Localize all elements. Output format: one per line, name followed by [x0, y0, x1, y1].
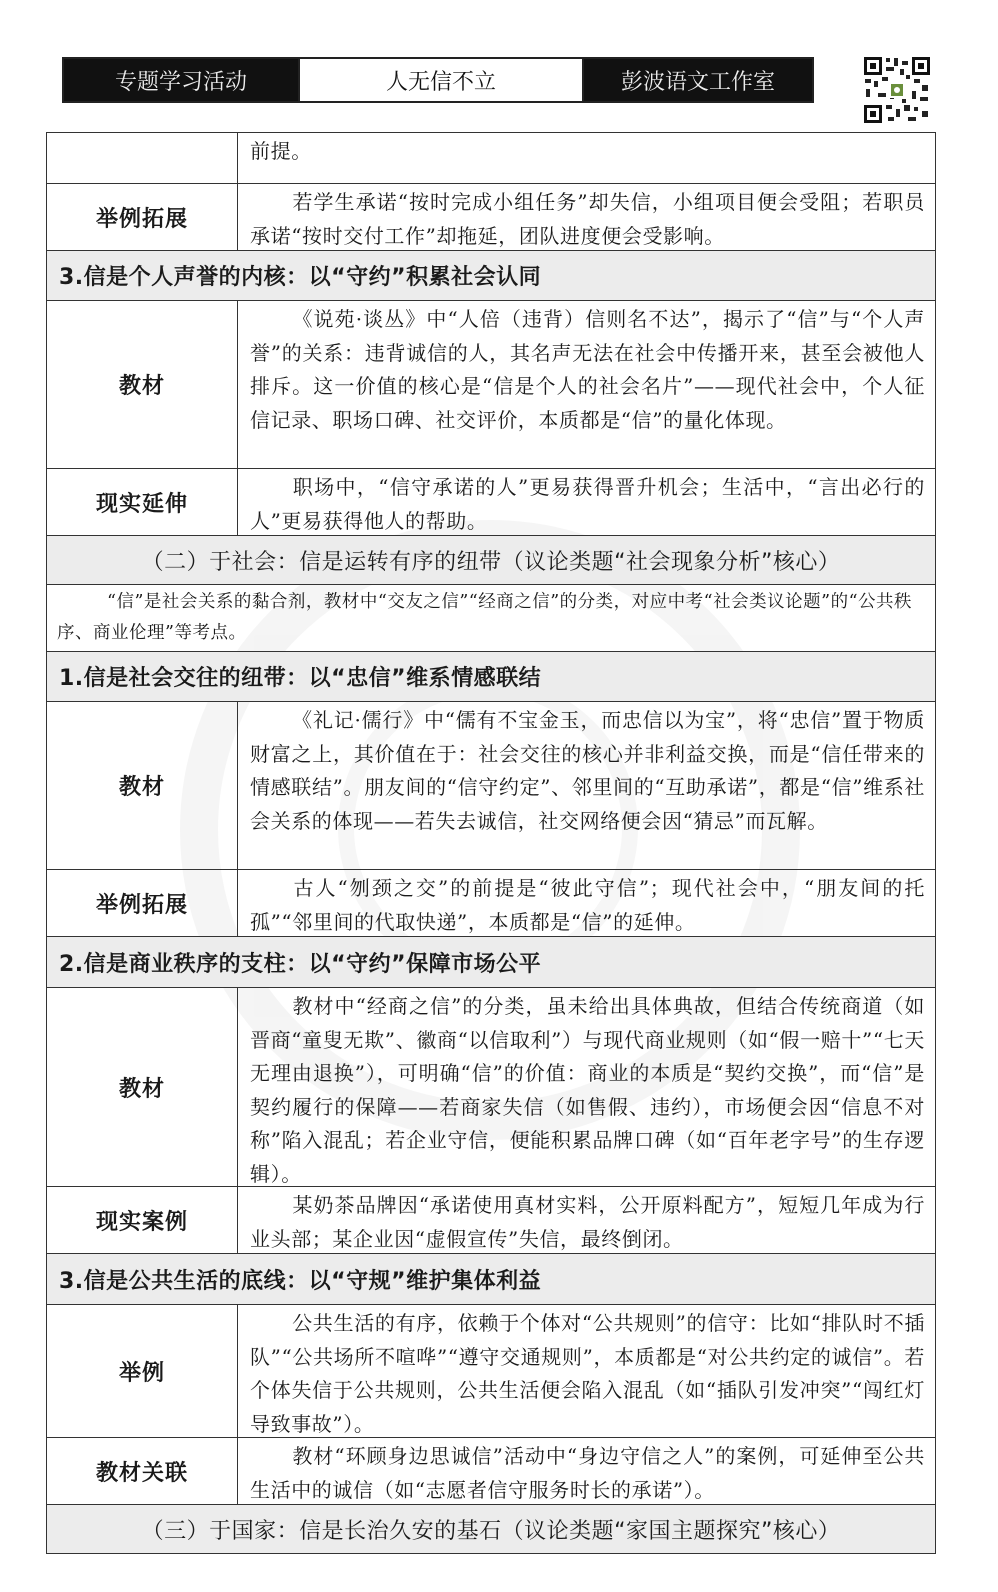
row-text-content: 教材中“经商之信”的分类，虽未给出具体典故，但结合传统商道（如晋商“童叟无欺”、徽商“以信取利”）与现代商业规则（如“假一赔十”“七天无理由退换”），可明确“信”的价值：商业的本质是“契约交换”，而“信”是契约履行的保障——若商家失信（如售假、违约），市场便会因“信息不对称”陷入混乱；若企业守信，便能积累品牌口碑（如“百年老字号”的生存逻辑）。	[250, 994, 925, 1186]
chapter-heading: （三）于国家：信是长治久安的基石（议论类题“家国主题探究”核心）	[46, 1505, 936, 1554]
intro-paragraph	[46, 585, 936, 652]
row-text	[238, 469, 935, 535]
header-activity: 专题学习活动	[64, 59, 298, 101]
row-label	[47, 133, 238, 183]
row-text	[238, 702, 935, 869]
row-text-content: 若学生承诺“按时完成小组任务”却失信，小组项目便会受阻；若职员承诺“按时交付工作”却拖延，团队进度便会受影响。	[250, 190, 925, 248]
section-heading: 2.信是商业秩序的支柱：以“守约”保障市场公平	[46, 937, 936, 988]
row-text-content: 公共生活的有序，依赖于个体对“公共规则”的信守：比如“排队时不插队”“公共场所不喧哗”“遵守交通规则”，本质都是“对公共约定的诚信”。若个体失信于公共规则，公共生活便会陷入混乱（如“插队引发冲突”“闯红灯导致事故”）。	[250, 1311, 925, 1436]
row-text	[238, 988, 935, 1186]
row-text	[238, 184, 935, 250]
section-heading: 3.信是公共生活的底线：以“守规”维护集体利益	[46, 1254, 936, 1305]
header-studio: 彭波语文工作室	[584, 59, 812, 101]
row-text-content: 职场中，“信守承诺的人”更易获得晋升机会；生活中，“言出必行的人”更易获得他人的帮助。	[250, 475, 925, 533]
row-text-content: 教材“环顾身边思诚信”活动中“身边守信之人”的案例，可延伸至公共生活中的诚信（如“志愿者信守服务时长的承诺”）。	[250, 1444, 925, 1502]
intro-text: “信”是社会关系的黏合剂，教材中“交友之信”“经商之信”的分类，对应中考“社会类议论题”的“公共秩序、商业伦理”等考点。	[57, 592, 913, 643]
content-table	[46, 132, 936, 1554]
row-label: 现实案例	[47, 1187, 238, 1253]
row-text	[238, 870, 935, 936]
table-row	[46, 1187, 936, 1254]
row-label: 现实延伸	[47, 469, 238, 535]
table-row	[46, 184, 936, 251]
section-heading: 3.信是个人声誉的内核：以“守约”积累社会认同	[46, 251, 936, 301]
row-label: 举例	[47, 1305, 238, 1437]
row-text-content: 《说苑·谈丛》中“人倍（违背）信则名不达”，揭示了“信”与“个人声誉”的关系：违背诚信的人，其名声无法在社会中传播开来，甚至会被他人排斥。这一价值的核心是“信是个人的社会名片”——现代社会中，个人征信记录、职场口碑、社交评价，本质都是“信”的量化体现。	[250, 307, 925, 432]
chapter-heading: （二）于社会：信是运转有序的纽带（议论类题“社会现象分析”核心）	[46, 536, 936, 585]
row-text-content: 古人“刎颈之交”的前提是“彼此守信”；现代社会中，“朋友间的托孤”“邻里间的代取快递”，本质都是“信”的延伸。	[250, 876, 925, 934]
header-title: 人无信不立	[298, 59, 584, 101]
row-label: 教材关联	[47, 1438, 238, 1504]
row-label: 举例拓展	[47, 184, 238, 250]
table-row	[46, 1305, 936, 1438]
table-row	[46, 988, 936, 1187]
row-text	[238, 1187, 935, 1253]
row-text-content: 某奶茶品牌因“承诺使用真材实料，公开原料配方”，短短几年成为行业头部；某企业因“虚假宣传”失信，最终倒闭。	[250, 1193, 925, 1251]
row-label: 教材	[47, 702, 238, 869]
section-heading: 1.信是社会交往的纽带：以“忠信”维系情感联结	[46, 652, 936, 702]
page-header	[62, 57, 814, 103]
table-row	[46, 133, 936, 184]
table-row	[46, 702, 936, 870]
row-text-content: 前提。	[250, 139, 312, 163]
row-label: 教材	[47, 988, 238, 1186]
table-row	[46, 870, 936, 937]
row-text	[238, 301, 935, 468]
table-row	[46, 1438, 936, 1505]
row-text	[238, 1305, 935, 1437]
table-row	[46, 301, 936, 469]
qr-code-icon	[862, 55, 932, 125]
row-text	[238, 133, 935, 183]
row-text-content: 《礼记·儒行》中“儒有不宝金玉，而忠信以为宝”，将“忠信”置于物质财富之上，其价值在于：社会交往的核心并非利益交换，而是“信任带来的情感联结”。朋友间的“信守约定”、邻里间的“互助承诺”，都是“信”维系社会关系的体现——若失去诚信，社交网络便会因“猜忌”而瓦解。	[250, 708, 925, 833]
table-row	[46, 469, 936, 536]
row-text	[238, 1438, 935, 1504]
row-label: 教材	[47, 301, 238, 468]
row-label: 举例拓展	[47, 870, 238, 936]
